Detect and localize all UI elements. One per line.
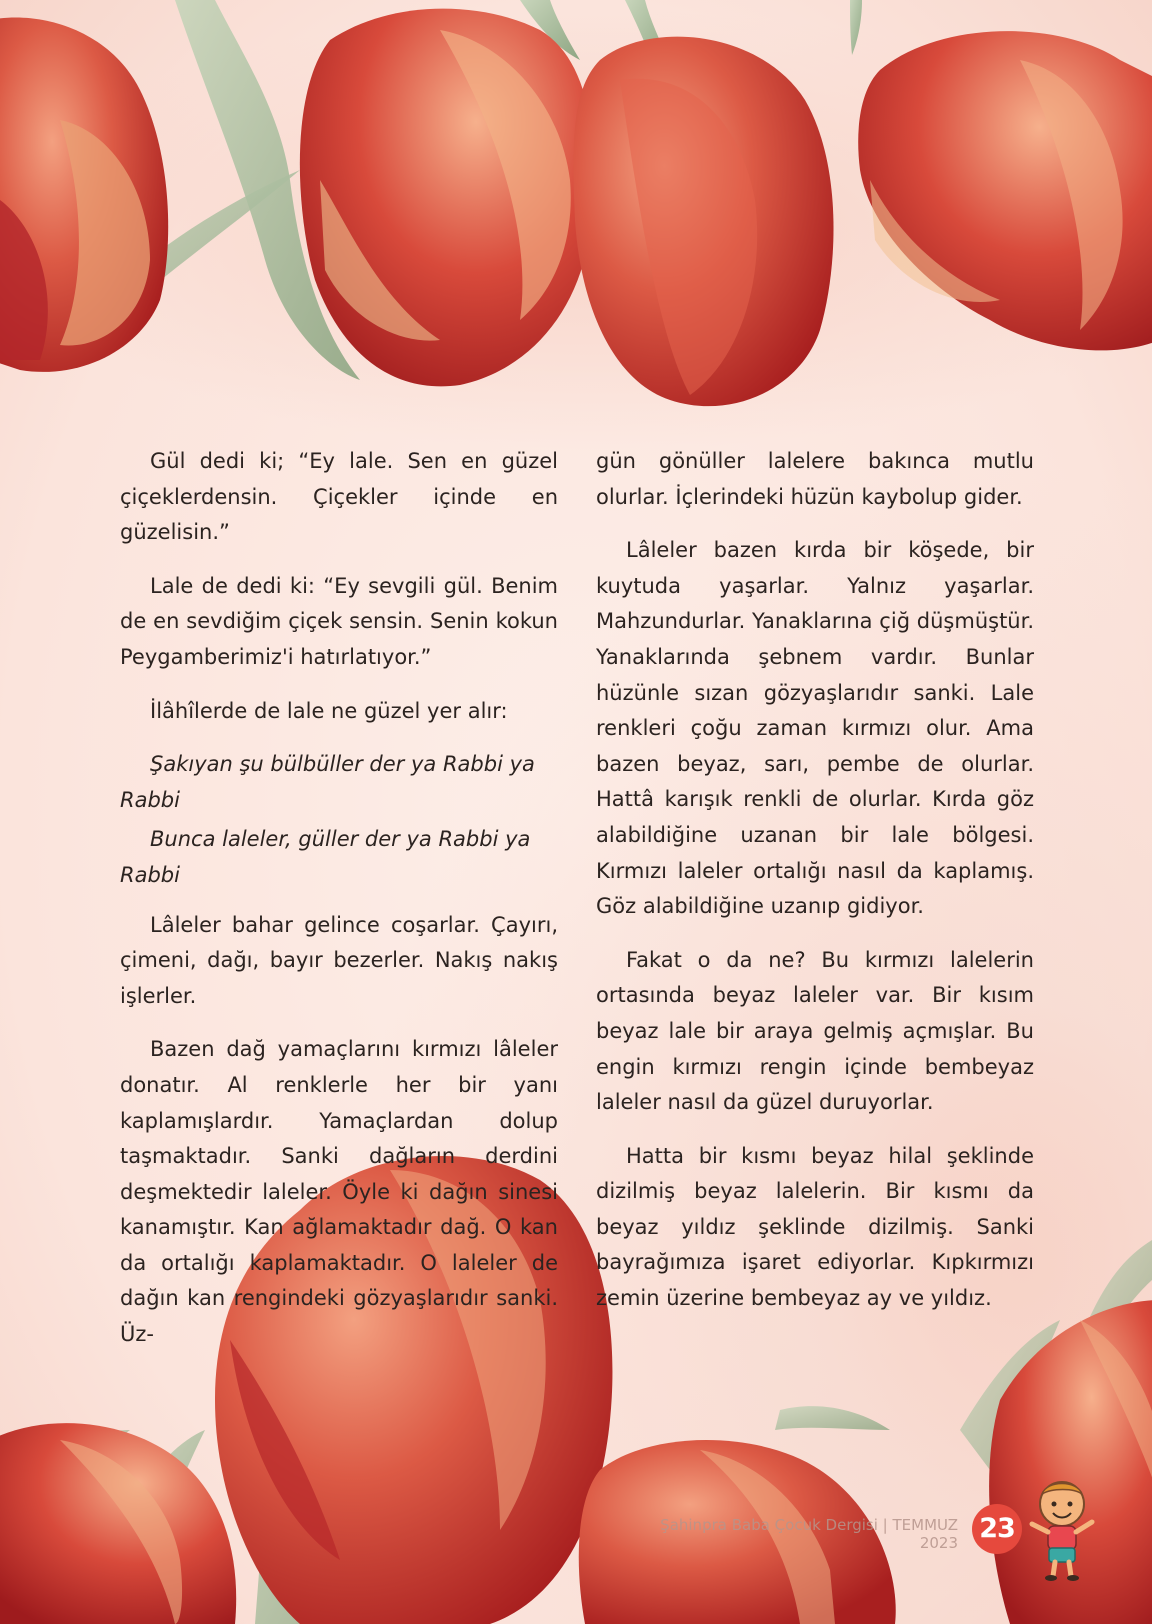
page-number-badge: 23 bbox=[972, 1504, 1022, 1554]
left-text-column bbox=[120, 444, 558, 1371]
paragraph: gün gönüller lalelere bakınca mutlu olurlar. İçlerindeki hüzün kaybolup gider. bbox=[596, 449, 1034, 509]
paragraph: Lale de dedi ki: “Ey sevgili gül. Benim de en sevdiğim çiçek sensin. Senin kokun Peygamberimiz'i hatırlatıyor.” bbox=[120, 573, 558, 669]
verse-line: Bunca laleler, güller der ya Rabbi ya Rabbi bbox=[120, 827, 531, 887]
paragraph: Lâleler bazen kırda bir köşede, bir kuytuda yaşarlar. Yalnız yaşarlar. Mahzundurlar. Yanaklarına çiğ düşmüştür. Yanaklarında şebnem vardır. Bunlar hüzünle sızan gözyaşlarıdır sanki. Lale renkleri çoğu zaman kırmızı olur. Ama bazen beyaz, sarı, pembe de olurlar. Hattâ karışık renkli de olurlar. Kırda göz alabildiğine uzanan bir lale bölgesi. Kırmızı laleler ortalığı nasıl da kaplamış. Göz alabildiğine uzanıp gidiyor. bbox=[596, 538, 1034, 919]
paragraph: Bazen dağ yamaçlarını kırmızı lâleler donatır. Al renklerle her bir yanı kaplamışlardır. Yamaçlardan dolup taşmaktadır. Sanki dağların derdini deşmektedir laleler. Öyle ki dağın sinesi kanamıştır. Kan ağlamaktadır dağ. O kan da ortalığı kaplamaktadır. O laleler de dağın kan rengindeki gözyaşlarıdır sanki. Üz- bbox=[120, 1037, 558, 1347]
paragraph: Gül dedi ki; “Ey lale. Sen en güzel çiçeklerdensin. Çiçekler içinde en güzelisin.” bbox=[120, 449, 558, 545]
paragraph: Hatta bir kısmı beyaz hilal şeklinde dizilmiş beyaz lalelerin. Bir kısmı da beyaz yıldız şeklinde dizilmiş. Sanki bayrağımıza işaret ediyorlar. Kıpkırmızı zemin üzerine bembeyaz ay ve yıldız. bbox=[596, 1143, 1034, 1311]
right-text-column bbox=[596, 444, 1034, 1335]
paragraph: Fakat o da ne? Bu kırmızı lalelerin ortasında beyaz laleler var. Bir kısım beyaz lale bir araya gelmiş açmışlar. Bu engin kırmızı rengin içinde bembeyaz laleler nasıl da güzel duruyorlar. bbox=[596, 947, 1034, 1115]
verse-line: Şakıyan şu bülbüller der ya Rabbi ya Rabbi bbox=[120, 752, 535, 812]
magazine-footer: Şahinpra Baba Çocuk Dergisi | TEMMUZ 2023 bbox=[660, 1516, 958, 1552]
child-mascot-icon bbox=[1022, 1474, 1102, 1584]
paragraph: İlâhîlerde de lale ne güzel yer alır: bbox=[150, 698, 508, 723]
paragraph: Lâleler bahar gelince coşarlar. Çayırı, çimeni, dağı, bayır bezerler. Nakış nakış işlerler. bbox=[120, 912, 558, 1008]
